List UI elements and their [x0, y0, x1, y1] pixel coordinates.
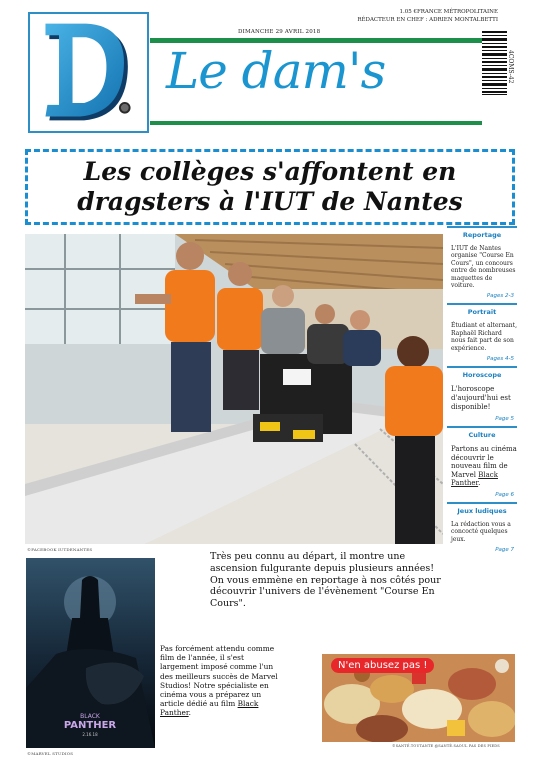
- poster-date: 2.16.18: [82, 732, 98, 737]
- sidebar-text: Partons au cinéma découvrir le nouveau film de Marvel Black Panther.: [451, 445, 517, 488]
- headline-box: [25, 149, 515, 225]
- issue-date: DIMANCHE 29 AVRIL 2018: [238, 29, 321, 35]
- poster-title-bottom: PANTHER: [63, 720, 117, 731]
- barcode-icon: [482, 31, 507, 95]
- sidebar-item-jeux[interactable]: [447, 502, 517, 557]
- sidebar-page-ref: Pages 2-3: [486, 293, 514, 300]
- sidebar-heading: Portrait: [467, 308, 497, 317]
- black-panther-article-link[interactable]: Black Panther: [160, 699, 259, 718]
- hero-photo-credit: ©FACEBOOK IUTDENANTES: [27, 547, 93, 552]
- poster-title-top: BLACK: [80, 713, 100, 720]
- black-panther-poster: [26, 558, 155, 748]
- sidebar-heading: Reportage: [462, 231, 502, 239]
- sidebar-item-culture[interactable]: [447, 426, 517, 502]
- sidebar-item-reportage[interactable]: [447, 226, 517, 303]
- food-photo-credit: ©SANTÉ.TOUTANTE @SANTÉ.SAOUL PAS DES PIEDS: [392, 744, 500, 748]
- barcode-code: 4COMS-42: [507, 50, 514, 84]
- poster-credit: ©MARVEL STUDIOS: [27, 751, 74, 756]
- sidebar-page-ref: Page 5: [495, 416, 514, 423]
- main-headline: [67, 157, 473, 217]
- hero-photo: [25, 234, 443, 544]
- sidebar-text: L'IUT de Nantes organise "Course En Cours", un concours entre de nombreuses maquettes de voiture.: [451, 245, 516, 290]
- issue-price: 1.05 €FRANCE MÉTROPOLITAINE: [399, 9, 498, 15]
- newspaper-logo: [28, 12, 149, 133]
- headline-line-2: dragsters à l'IUT de Nantes: [77, 187, 463, 216]
- sidebar-heading: Horoscope: [462, 371, 502, 380]
- sidebar-page-ref: Page 6: [495, 492, 514, 499]
- sidebar-item-horoscope[interactable]: [447, 366, 517, 426]
- sidebar-text: La rédaction vous a concocté quelques jeux.: [451, 521, 511, 543]
- sidebar-page-ref: Pages 4-5: [486, 356, 514, 363]
- sidebar-item-portrait[interactable]: [447, 303, 517, 366]
- sidebar-heading: Culture: [468, 431, 496, 440]
- logo-d-icon: [30, 14, 147, 131]
- sidebar-text: Étudiant et alternant, Raphaël Richard nous fait part de son expérience.: [451, 322, 517, 352]
- sidebar-text: L'horoscope d'aujourd'hui est disponible!: [451, 385, 511, 412]
- newspaper-title: Le dam's: [166, 42, 386, 100]
- intro-paragraph: Très peu connu au départ, il montre une ascension fulgurante depuis plusieurs années! On vous emmène en reportage à nos côtés pour découvrir l'univers de l'évènement "Course En Cours".: [210, 551, 441, 610]
- masthead-bottom-rule: [150, 121, 482, 125]
- editor-in-chief: RÉDACTEUR EN CHEF : ADRIEN MONTALBETTI: [357, 17, 498, 23]
- black-panther-link[interactable]: Black Panther: [451, 470, 498, 488]
- sidebar-page-ref: Page 7: [495, 547, 514, 554]
- food-warning-label: N'en abusez pas !: [331, 658, 434, 673]
- culture-article: Pas forcément attendu comme film de l'année, il s'est largement imposé comme l'un des meilleurs succès de Marvel Studios! Notre spécialiste en cinéma vous a préparez un article dédié au film Black Panther.: [160, 644, 278, 718]
- headline-line-1: Les collèges s'affontent en: [83, 157, 457, 186]
- sidebar-heading: Jeux ludiques: [457, 507, 507, 516]
- sidebar-summary: [447, 226, 517, 557]
